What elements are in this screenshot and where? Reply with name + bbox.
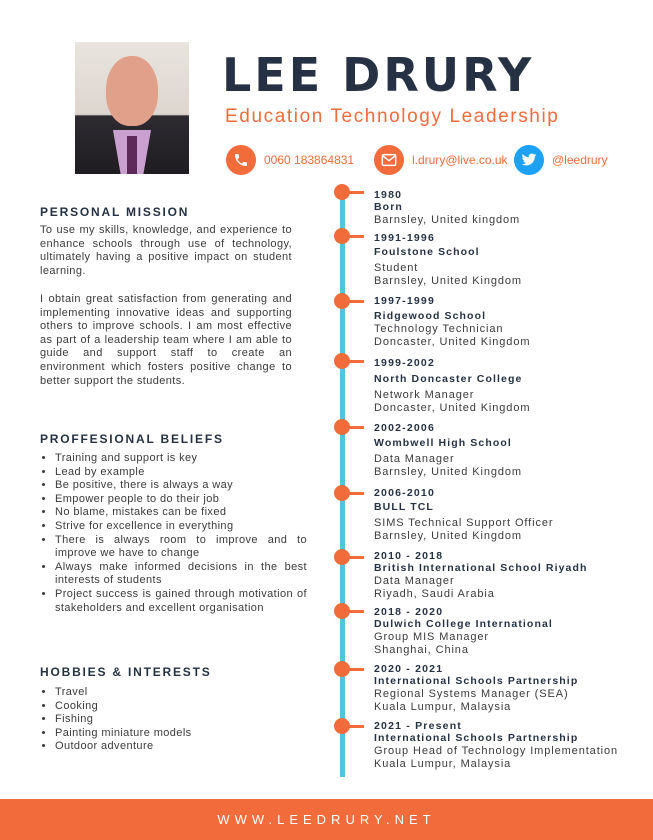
list-item: • Lead by example	[55, 466, 307, 480]
timeline-org: International Schools Partnership	[374, 732, 579, 744]
timeline-year: 2020 - 2021	[374, 663, 444, 675]
email-address: l.drury@live.co.uk	[412, 153, 508, 167]
timeline-org: Born	[374, 201, 403, 213]
timeline-detail: Shanghai, China	[374, 644, 469, 656]
timeline-tick	[346, 610, 364, 613]
timeline-year: 1991-1996	[374, 232, 436, 244]
timeline-year: 1999-2002	[374, 357, 436, 369]
timeline-detail: SIMS Technical Support Officer	[374, 517, 554, 529]
timeline-entry	[374, 606, 644, 657]
photo-tie	[127, 136, 137, 174]
timeline-year: 2018 - 2020	[374, 606, 444, 618]
timeline-entry	[374, 295, 644, 349]
list-item: • Painting miniature models	[55, 727, 307, 741]
beliefs-heading: PROFFESIONAL BELIEFS	[40, 432, 224, 446]
mission-heading: PERSONAL MISSION	[40, 205, 190, 219]
timeline-org: Dulwich College International	[374, 618, 553, 630]
timeline-year: 2006-2010	[374, 487, 436, 499]
timeline-detail: Barnsley, United Kingdom	[374, 530, 522, 542]
timeline-entry	[374, 232, 644, 288]
timeline-org: North Doncaster College	[374, 373, 523, 385]
timeline-detail: Data Manager	[374, 575, 455, 587]
phone-number: 0060 183864831	[264, 153, 355, 167]
timeline-org: British International School Riyadh	[374, 562, 588, 574]
timeline-detail: Riyadh, Saudi Arabia	[374, 588, 495, 600]
contact-email[interactable]	[374, 145, 508, 175]
timeline-tick	[346, 725, 364, 728]
twitter-handle: @leedrury	[552, 153, 608, 167]
contact-twitter[interactable]	[514, 145, 608, 175]
timeline-entry	[374, 189, 644, 227]
timeline-org: Foulstone School	[374, 246, 480, 258]
timeline-detail: Data Manager	[374, 453, 455, 465]
timeline-org: Wombwell High School	[374, 437, 512, 449]
timeline-tick	[346, 360, 364, 363]
timeline-entry	[374, 550, 644, 601]
timeline-detail: Barnsley, United Kingdom	[374, 466, 522, 478]
timeline-entry	[374, 422, 644, 479]
timeline-detail: Group Head of Technology Implementation	[374, 745, 619, 757]
timeline-entry	[374, 487, 644, 543]
photo-face	[106, 56, 158, 126]
list-item: • There is always room to improve and to improve we have to change	[55, 534, 307, 561]
hobbies-list	[40, 686, 307, 754]
list-item: • Project success is gained through motivation of stakeholders and excellent organisation	[55, 588, 307, 615]
timeline-tick	[346, 191, 364, 194]
timeline-detail: Group MIS Manager	[374, 631, 489, 643]
timeline-detail: Technology Technician	[374, 323, 504, 335]
timeline-detail: Doncaster, United Kingdom	[374, 402, 531, 414]
profile-photo	[75, 42, 189, 174]
timeline-tick	[346, 668, 364, 671]
timeline-year: 1997-1999	[374, 295, 436, 307]
timeline-detail: Student	[374, 262, 419, 274]
twitter-icon	[514, 145, 544, 175]
timeline-detail: Barnsley, United kingdom	[374, 214, 521, 226]
mail-icon	[374, 145, 404, 175]
timeline-year: 2021 - Present	[374, 720, 463, 732]
timeline-entry	[374, 663, 644, 714]
list-item: • Training and support is key	[55, 452, 307, 466]
list-item: • Strive for excellence in everything	[55, 520, 307, 534]
list-item: • Empower people to do their job	[55, 493, 307, 507]
timeline-entry	[374, 357, 644, 415]
phone-icon	[226, 145, 256, 175]
beliefs-list	[40, 452, 307, 615]
timeline-tick	[346, 300, 364, 303]
list-item: • Always make informed decisions in the best interests of students	[55, 561, 307, 588]
footer-bar	[0, 799, 653, 840]
tagline: Education Technology Leadership	[225, 106, 560, 127]
hobbies-heading: HOBBIES & INTERESTS	[40, 665, 212, 679]
list-item: • Outdoor adventure	[55, 740, 307, 754]
timeline-detail: Barnsley, United Kingdom	[374, 275, 522, 287]
mission-paragraph-1: To use my skills, knowledge, and experience to enhance schools through use of technology, ultimately having a positive impact on student learning.	[40, 224, 292, 277]
timeline-entry	[374, 720, 644, 771]
list-item: • No blame, mistakes can be fixed	[55, 506, 307, 520]
list-item: • Travel	[55, 686, 307, 700]
timeline-line	[340, 190, 345, 777]
list-item: • Fishing	[55, 713, 307, 727]
timeline-year: 2010 - 2018	[374, 550, 444, 562]
timeline-org: Ridgewood School	[374, 310, 487, 322]
timeline-org: BULL TCL	[374, 501, 434, 513]
timeline-year: 2002-2006	[374, 422, 436, 434]
website-link[interactable]: WWW.LEEDRURY.NET	[217, 812, 436, 827]
list-item: • Be positive, there is always a way	[55, 479, 307, 493]
timeline-year: 1980	[374, 189, 403, 201]
contact-phone[interactable]	[226, 145, 354, 175]
timeline-tick	[346, 426, 364, 429]
timeline-detail: Regional Systems Manager (SEA)	[374, 688, 569, 700]
timeline-tick	[346, 556, 364, 559]
timeline-detail: Network Manager	[374, 389, 475, 401]
mission-paragraph-2: I obtain great satisfaction from generating and implementing innovative ideas and supporting others to improve schools. I am most effective as part of a leadership team where I am able to guide and support staff to create an environment which fosters positive change to better support the students.	[40, 293, 292, 387]
list-item: • Cooking	[55, 700, 307, 714]
timeline-tick	[346, 235, 364, 238]
timeline-detail: Kuala Lumpur, Malaysia	[374, 758, 512, 770]
timeline-tick	[346, 492, 364, 495]
timeline-org: International Schools Partnership	[374, 675, 579, 687]
timeline-detail: Kuala Lumpur, Malaysia	[374, 701, 512, 713]
full-name: LEE DRURY	[222, 48, 535, 102]
timeline-detail: Doncaster, United Kingdom	[374, 336, 531, 348]
